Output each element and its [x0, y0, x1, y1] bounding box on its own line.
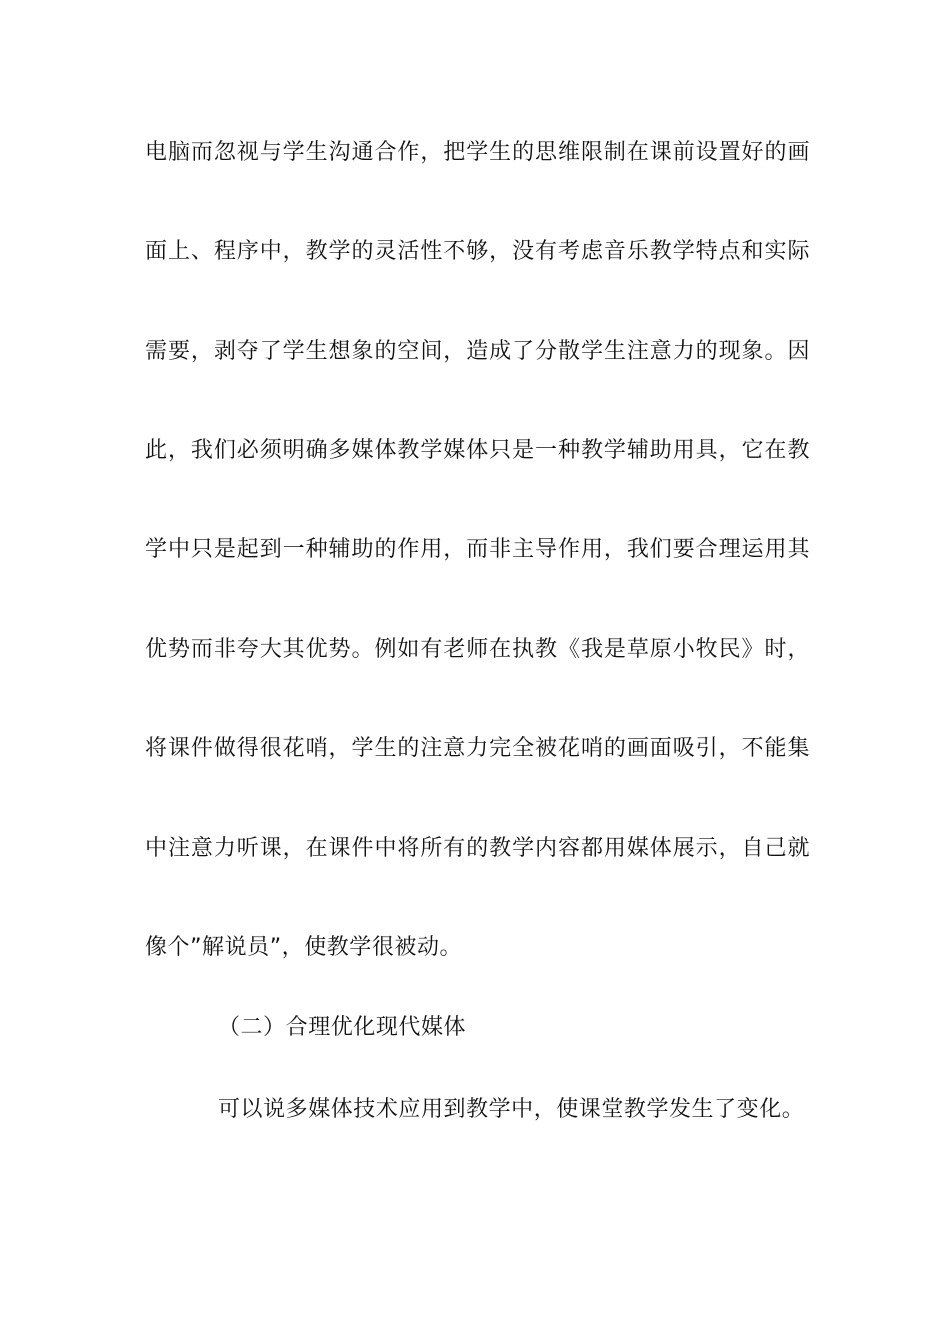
- body-text-line: 此，我们必须明确多媒体教学媒体只是一种教学辅助用具，它在教: [145, 438, 810, 463]
- body-text-line: 学中只是起到一种辅助的作用，而非主导作用，我们要合理运用其: [145, 537, 810, 562]
- body-text-line-last: 像个”解说员”，使教学很被动。: [145, 935, 463, 960]
- body-text-line: 面上、程序中，教学的灵活性不够，没有考虑音乐教学特点和实际: [145, 239, 810, 264]
- section-heading: （二）合理优化现代媒体: [218, 1015, 467, 1040]
- body-text-line: 中注意力听课，在课件中将所有的教学内容都用媒体展示，自己就: [145, 836, 810, 861]
- body-text-line: 电脑而忽视与学生沟通合作，把学生的思维限制在课前设置好的画: [145, 140, 810, 165]
- body-text-line: 需要，剥夺了学生想象的空间，造成了分散学生注意力的现象。因: [145, 339, 810, 364]
- paragraph-first-line: 可以说多媒体技术应用到教学中，使课堂教学发生了变化。: [218, 1097, 805, 1122]
- body-text-line: 将课件做得很花哨，学生的注意力完全被花哨的画面吸引，不能集: [145, 736, 810, 761]
- body-text-line: 优势而非夸大其优势。例如有老师在执教《我是草原小牧民》时，: [145, 637, 810, 662]
